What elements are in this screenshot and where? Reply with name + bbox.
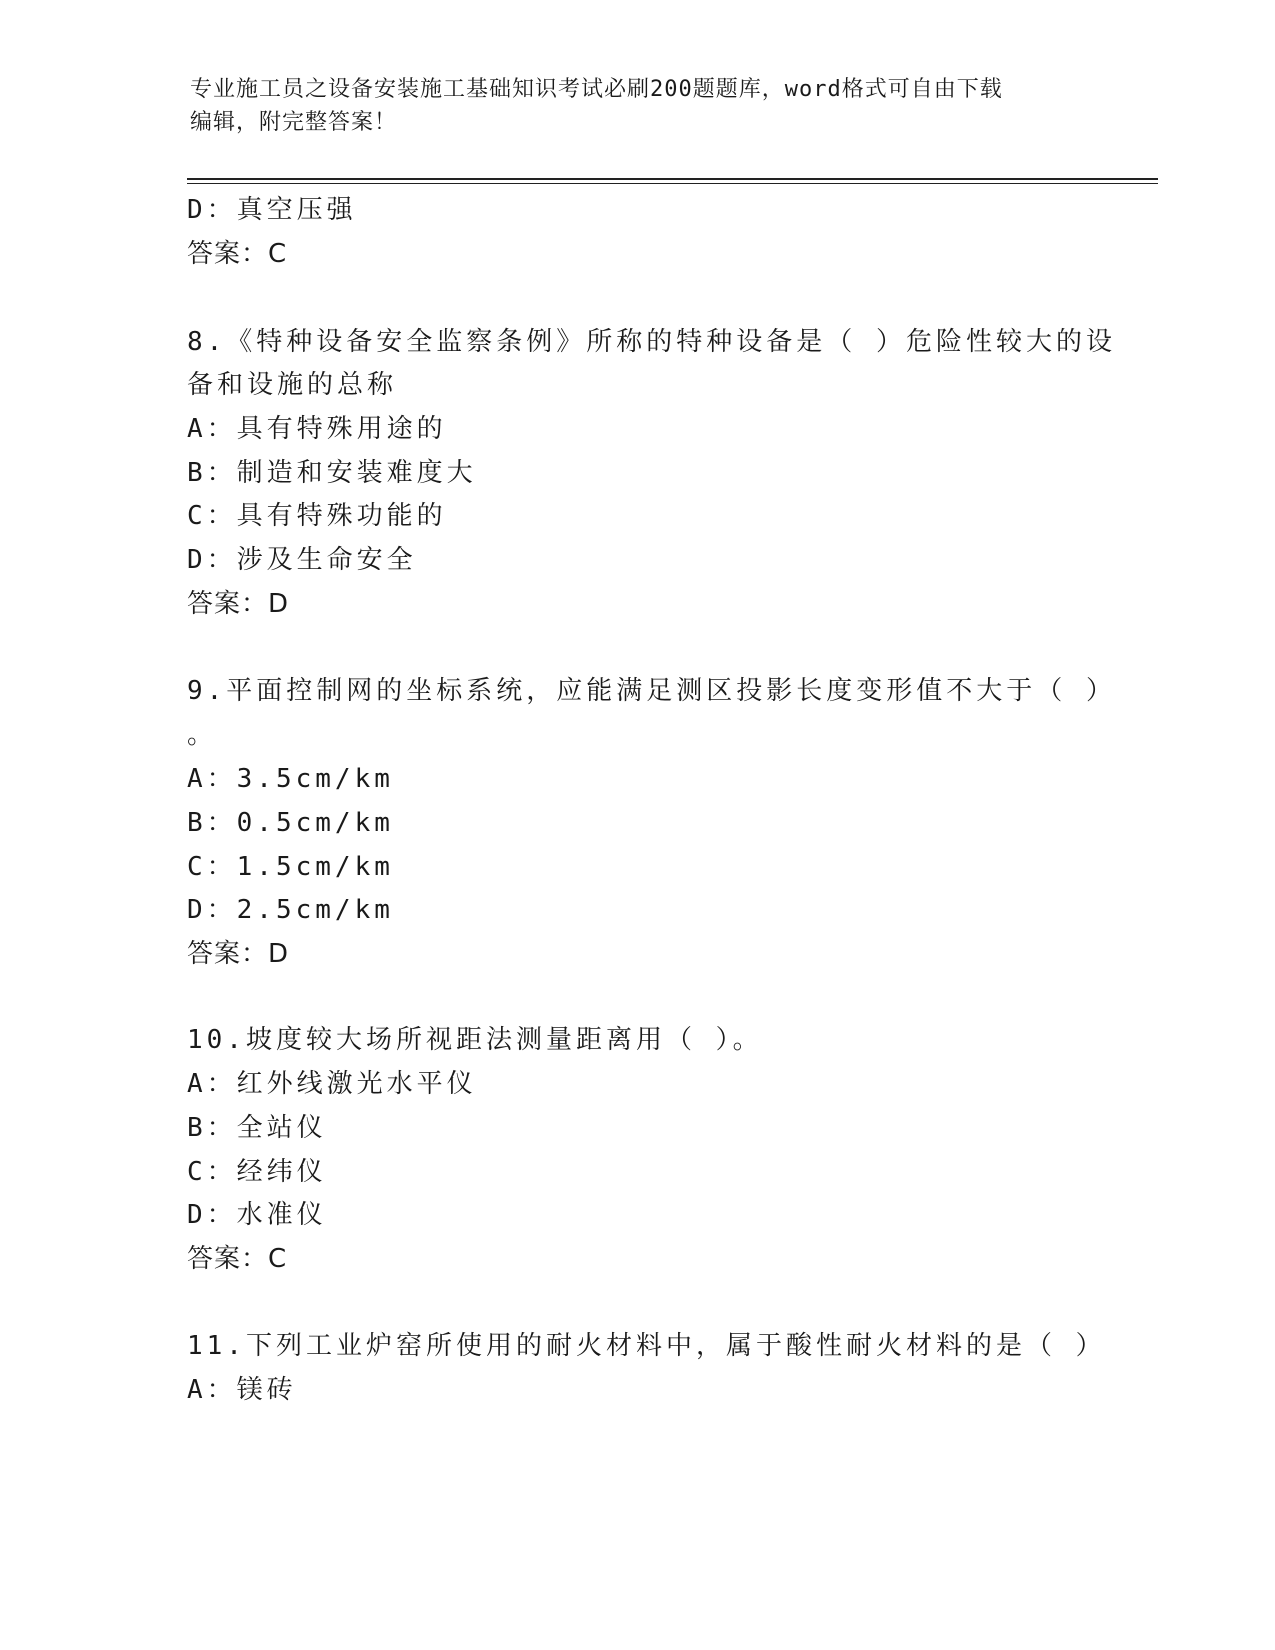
q9-option-b: B：0.5cm/km bbox=[187, 808, 394, 838]
q8-option-a: A：具有特殊用途的 bbox=[187, 414, 447, 444]
q9-option-d: D：2.5cm/km bbox=[187, 895, 394, 925]
q8-option-b: B：制造和安装难度大 bbox=[187, 458, 477, 488]
q8-stem-line-1: 8.《特种设备安全监察条例》所称的特种设备是（ ）危险性较大的设 bbox=[187, 327, 1116, 357]
q10-option-c: C：经纬仪 bbox=[187, 1157, 327, 1187]
q10-stem: 10.坡度较大场所视距法测量距离用（ ）。 bbox=[187, 1025, 763, 1055]
q9-stem-line-1: 9.平面控制网的坐标系统，应能满足测区投影长度变形值不大于（ ） bbox=[187, 676, 1116, 706]
q8-answer: 答案：D bbox=[187, 589, 290, 619]
q9-option-c: C：1.5cm/km bbox=[187, 852, 394, 882]
q7-answer: 答案：C bbox=[187, 239, 288, 269]
q9-option-a: A：3.5cm/km bbox=[187, 764, 394, 794]
q10-option-d: D：水准仪 bbox=[187, 1200, 327, 1230]
q8-option-d: D：涉及生命安全 bbox=[187, 545, 417, 575]
header-divider-thick bbox=[187, 178, 1158, 180]
q9-answer: 答案：D bbox=[187, 939, 290, 969]
q9-stem-line-2: 。 bbox=[187, 720, 218, 750]
header-divider-thin bbox=[187, 183, 1158, 184]
q8-option-c: C：具有特殊功能的 bbox=[187, 501, 447, 531]
q10-option-b: B：全站仪 bbox=[187, 1113, 327, 1143]
q8-stem-line-2: 备和设施的总称 bbox=[187, 370, 398, 400]
q11-stem: 11.下列工业炉窑所使用的耐火材料中，属于酸性耐火材料的是（ ） bbox=[187, 1331, 1106, 1361]
header-title-line-2: 编辑，附完整答案！ bbox=[190, 110, 398, 135]
q11-option-a: A：镁砖 bbox=[187, 1375, 297, 1405]
header-title-line-1: 专业施工员之设备安装施工基础知识考试必刷200题题库，word格式可自由下载 bbox=[190, 77, 1003, 102]
q7-option-d: D：真空压强 bbox=[187, 195, 357, 225]
q10-answer: 答案：C bbox=[187, 1244, 288, 1274]
q10-option-a: A：红外线激光水平仪 bbox=[187, 1069, 477, 1099]
document-header bbox=[190, 73, 1070, 139]
